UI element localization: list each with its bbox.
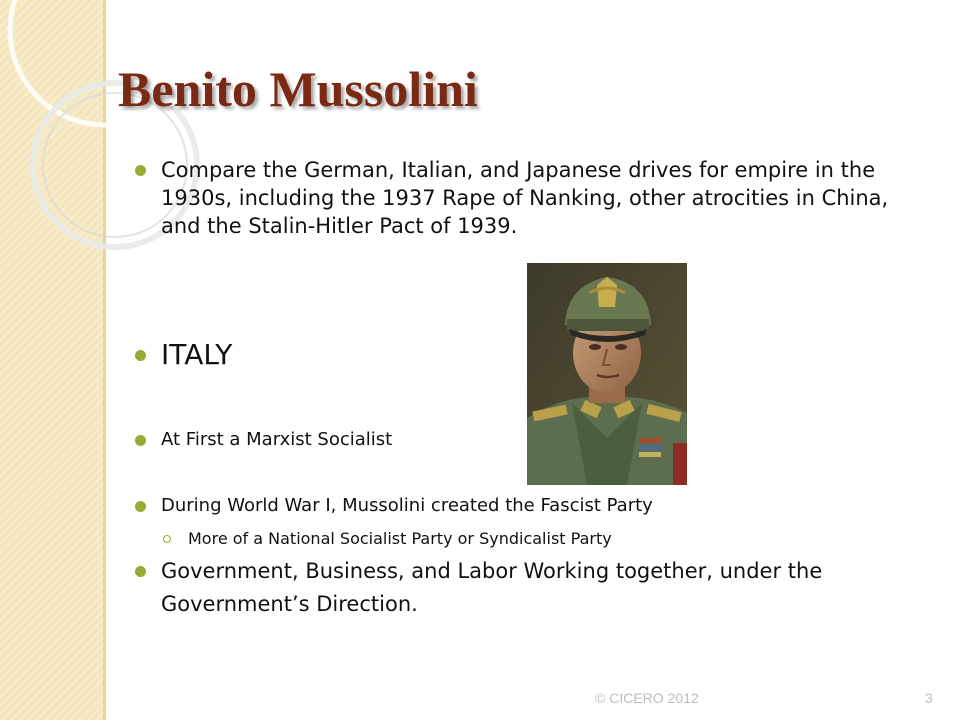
bullet-compare-text: Compare the German, Italian, and Japanese drives for empire in the 1930s, including the 1937 Rape of Nanking, other atrocities in China, and the Stalin-Hitler Pact of 1939. bbox=[161, 158, 889, 238]
bullet-dot bbox=[135, 566, 146, 577]
sub-bullet-ring bbox=[163, 535, 171, 543]
mussolini-portrait bbox=[527, 263, 687, 485]
bullet-italy bbox=[135, 338, 232, 372]
slide-title: Benito Mussolini bbox=[118, 61, 478, 117]
bullet-dot bbox=[135, 435, 146, 446]
bullet-ww1 bbox=[135, 494, 653, 518]
bullet-marxist-text: At First a Marxist Socialist bbox=[161, 429, 393, 450]
bullet-government-text: Government, Business, and Labor Working together, under the Government’s Direction. bbox=[161, 559, 823, 616]
bullet-compare bbox=[135, 156, 931, 240]
sub-bullet-ww1 bbox=[163, 528, 612, 550]
bullet-dot bbox=[135, 350, 146, 361]
bullet-italy-text: ITALY bbox=[161, 338, 233, 371]
bullet-marxist bbox=[135, 428, 392, 452]
bullet-government bbox=[135, 555, 931, 621]
bullet-ww1-text: During World War I, Mussolini created the Fascist Party bbox=[161, 495, 653, 516]
footer-copyright: © CICERO 2012 bbox=[595, 690, 699, 706]
sub-bullet-ww1-text: More of a National Socialist Party or Syndicalist Party bbox=[188, 529, 612, 548]
page-number: 3 bbox=[925, 690, 933, 706]
bullet-dot bbox=[135, 501, 146, 512]
bullet-dot bbox=[135, 165, 146, 176]
